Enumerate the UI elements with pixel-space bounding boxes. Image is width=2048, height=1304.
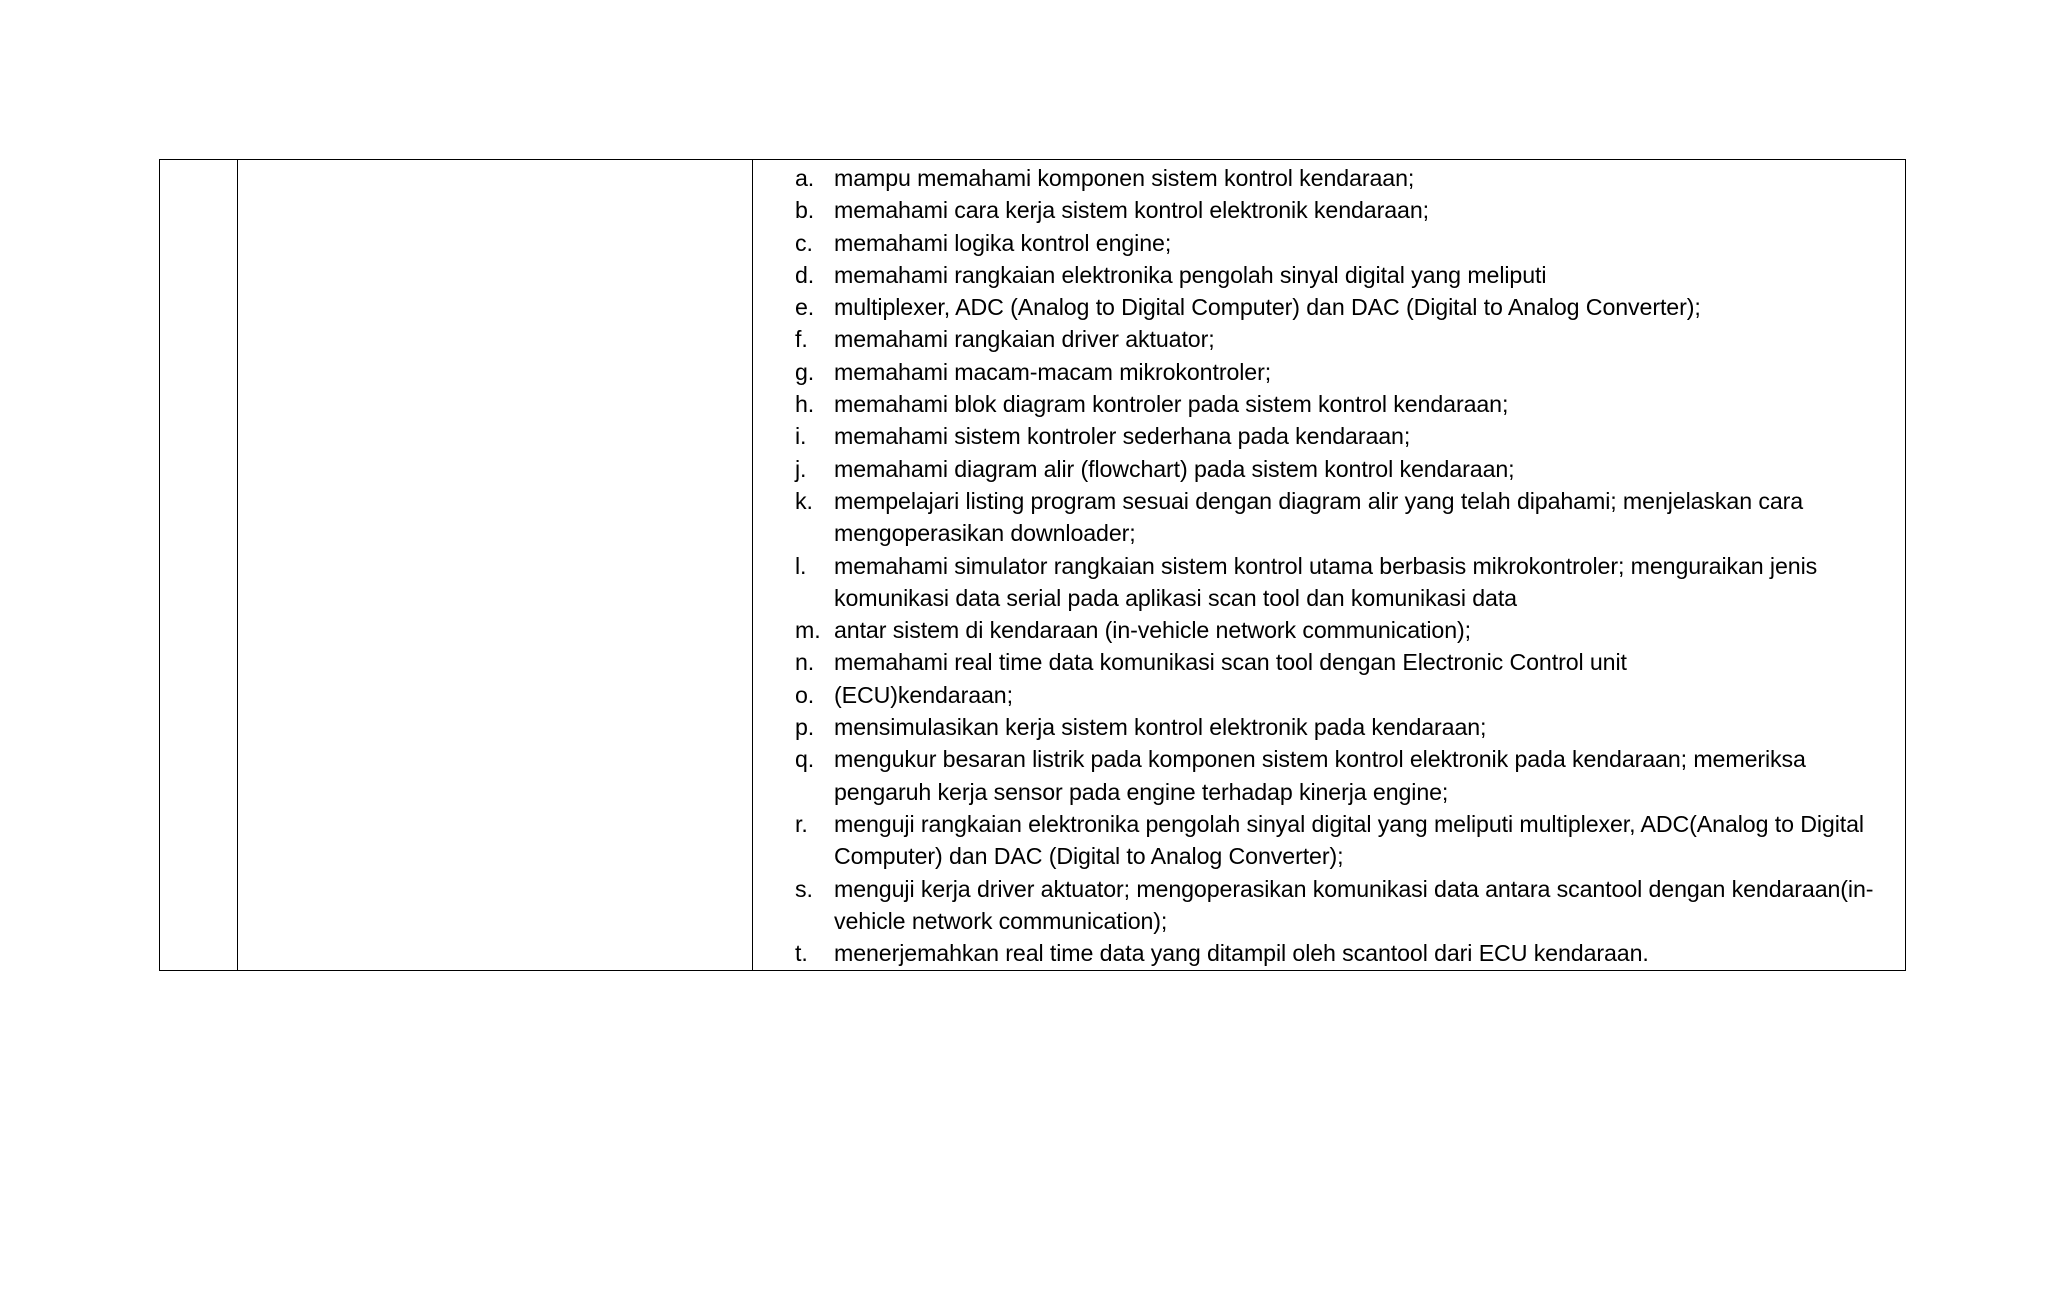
number-cell xyxy=(160,160,238,971)
list-marker: t. xyxy=(795,940,808,967)
indicator-list xyxy=(753,160,1905,970)
list-marker: r. xyxy=(795,810,808,837)
list-marker: m. xyxy=(795,617,821,644)
list-item-text: antar sistem di kendaraan (in-vehicle network communication); xyxy=(834,617,1471,644)
list-marker: f. xyxy=(795,326,808,353)
list-item xyxy=(795,550,1897,615)
list-marker: e. xyxy=(795,294,815,321)
list-marker: h. xyxy=(795,391,815,418)
list-item xyxy=(795,937,1897,969)
list-marker: p. xyxy=(795,714,815,741)
list-marker: n. xyxy=(795,649,815,676)
list-item xyxy=(795,323,1897,355)
list-item-text: memahami real time data komunikasi scan tool dengan Electronic Control unit xyxy=(834,649,1627,676)
list-item xyxy=(795,679,1897,711)
list-marker: b. xyxy=(795,197,815,224)
list-item-text: memahami sistem kontroler sederhana pada kendaraan; xyxy=(834,423,1411,450)
list-marker: k. xyxy=(795,487,813,514)
list-item xyxy=(795,356,1897,388)
list-item-text: menerjemahkan real time data yang ditampil oleh scantool dari ECU kendaraan. xyxy=(834,940,1649,967)
list-item xyxy=(795,453,1897,485)
list-marker: d. xyxy=(795,261,815,288)
list-item xyxy=(795,743,1897,808)
list-marker: s. xyxy=(795,875,813,902)
list-item xyxy=(795,194,1897,226)
list-item-text: memahami macam-macam mikrokontroler; xyxy=(834,358,1272,385)
list-marker: j. xyxy=(795,455,807,482)
list-item xyxy=(795,162,1897,194)
indicator-cell xyxy=(753,160,1906,971)
list-item-text: memahami rangkaian elektronika pengolah sinyal digital yang meliputi xyxy=(834,261,1547,288)
list-item xyxy=(795,711,1897,743)
list-item-text: (ECU)kendaraan; xyxy=(834,681,1013,708)
list-item-text: mampu memahami komponen sistem kontrol kendaraan; xyxy=(834,165,1415,191)
list-marker: i. xyxy=(795,423,807,450)
list-item-text: memahami logika kontrol engine; xyxy=(834,229,1172,256)
list-item xyxy=(795,808,1897,873)
list-item-text: memahami rangkaian driver aktuator; xyxy=(834,326,1215,353)
list-item xyxy=(795,646,1897,678)
table-row xyxy=(160,160,1906,971)
list-item xyxy=(795,388,1897,420)
list-item xyxy=(795,420,1897,452)
list-item xyxy=(795,873,1897,938)
list-item-text: menguji rangkaian elektronika pengolah sinyal digital yang meliputi multiplexer, ADC(Analog to Digital Computer) dan DAC (Digital to Analog Converter); xyxy=(834,810,1864,870)
list-item-text: multiplexer, ADC (Analog to Digital Computer) dan DAC (Digital to Analog Converter); xyxy=(834,294,1701,321)
list-item-text: menguji kerja driver aktuator; mengoperasikan komunikasi data antara scantool dengan kendaraan(in-vehicle network communication); xyxy=(834,875,1874,934)
list-marker: g. xyxy=(795,358,815,385)
list-marker: o. xyxy=(795,681,815,708)
list-item-text: memahami cara kerja sistem kontrol elektronik kendaraan; xyxy=(834,197,1429,224)
list-marker: c. xyxy=(795,229,813,256)
list-item xyxy=(795,614,1897,646)
list-item-text: memahami simulator rangkaian sistem kontrol utama berbasis mikrokontroler; menguraikan jenis komunikasi data serial pada aplikasi scan tool dan komunikasi data xyxy=(834,552,1818,611)
list-item xyxy=(795,259,1897,291)
list-item-text: mensimulasikan kerja sistem kontrol elektronik pada kendaraan; xyxy=(834,714,1487,741)
list-item xyxy=(795,291,1897,323)
list-item xyxy=(795,485,1897,550)
list-item xyxy=(795,227,1897,259)
list-marker: a. xyxy=(795,165,815,191)
list-item-text: memahami blok diagram kontroler pada sistem kontrol kendaraan; xyxy=(834,391,1509,418)
list-item-text: mengukur besaran listrik pada komponen sistem kontrol elektronik pada kendaraan; memeriksa pengaruh kerja sensor pada engine terhadap kinerja engine; xyxy=(834,746,1806,805)
list-marker: q. xyxy=(795,746,815,773)
competency-cell xyxy=(238,160,753,971)
list-item-text: memahami diagram alir (flowchart) pada sistem kontrol kendaraan; xyxy=(834,455,1515,482)
list-marker: l. xyxy=(795,552,807,579)
list-item-text: mempelajari listing program sesuai dengan diagram alir yang telah dipahami; menjelaskan cara mengoperasikan downloader; xyxy=(834,487,1804,547)
competency-table xyxy=(159,159,1906,971)
